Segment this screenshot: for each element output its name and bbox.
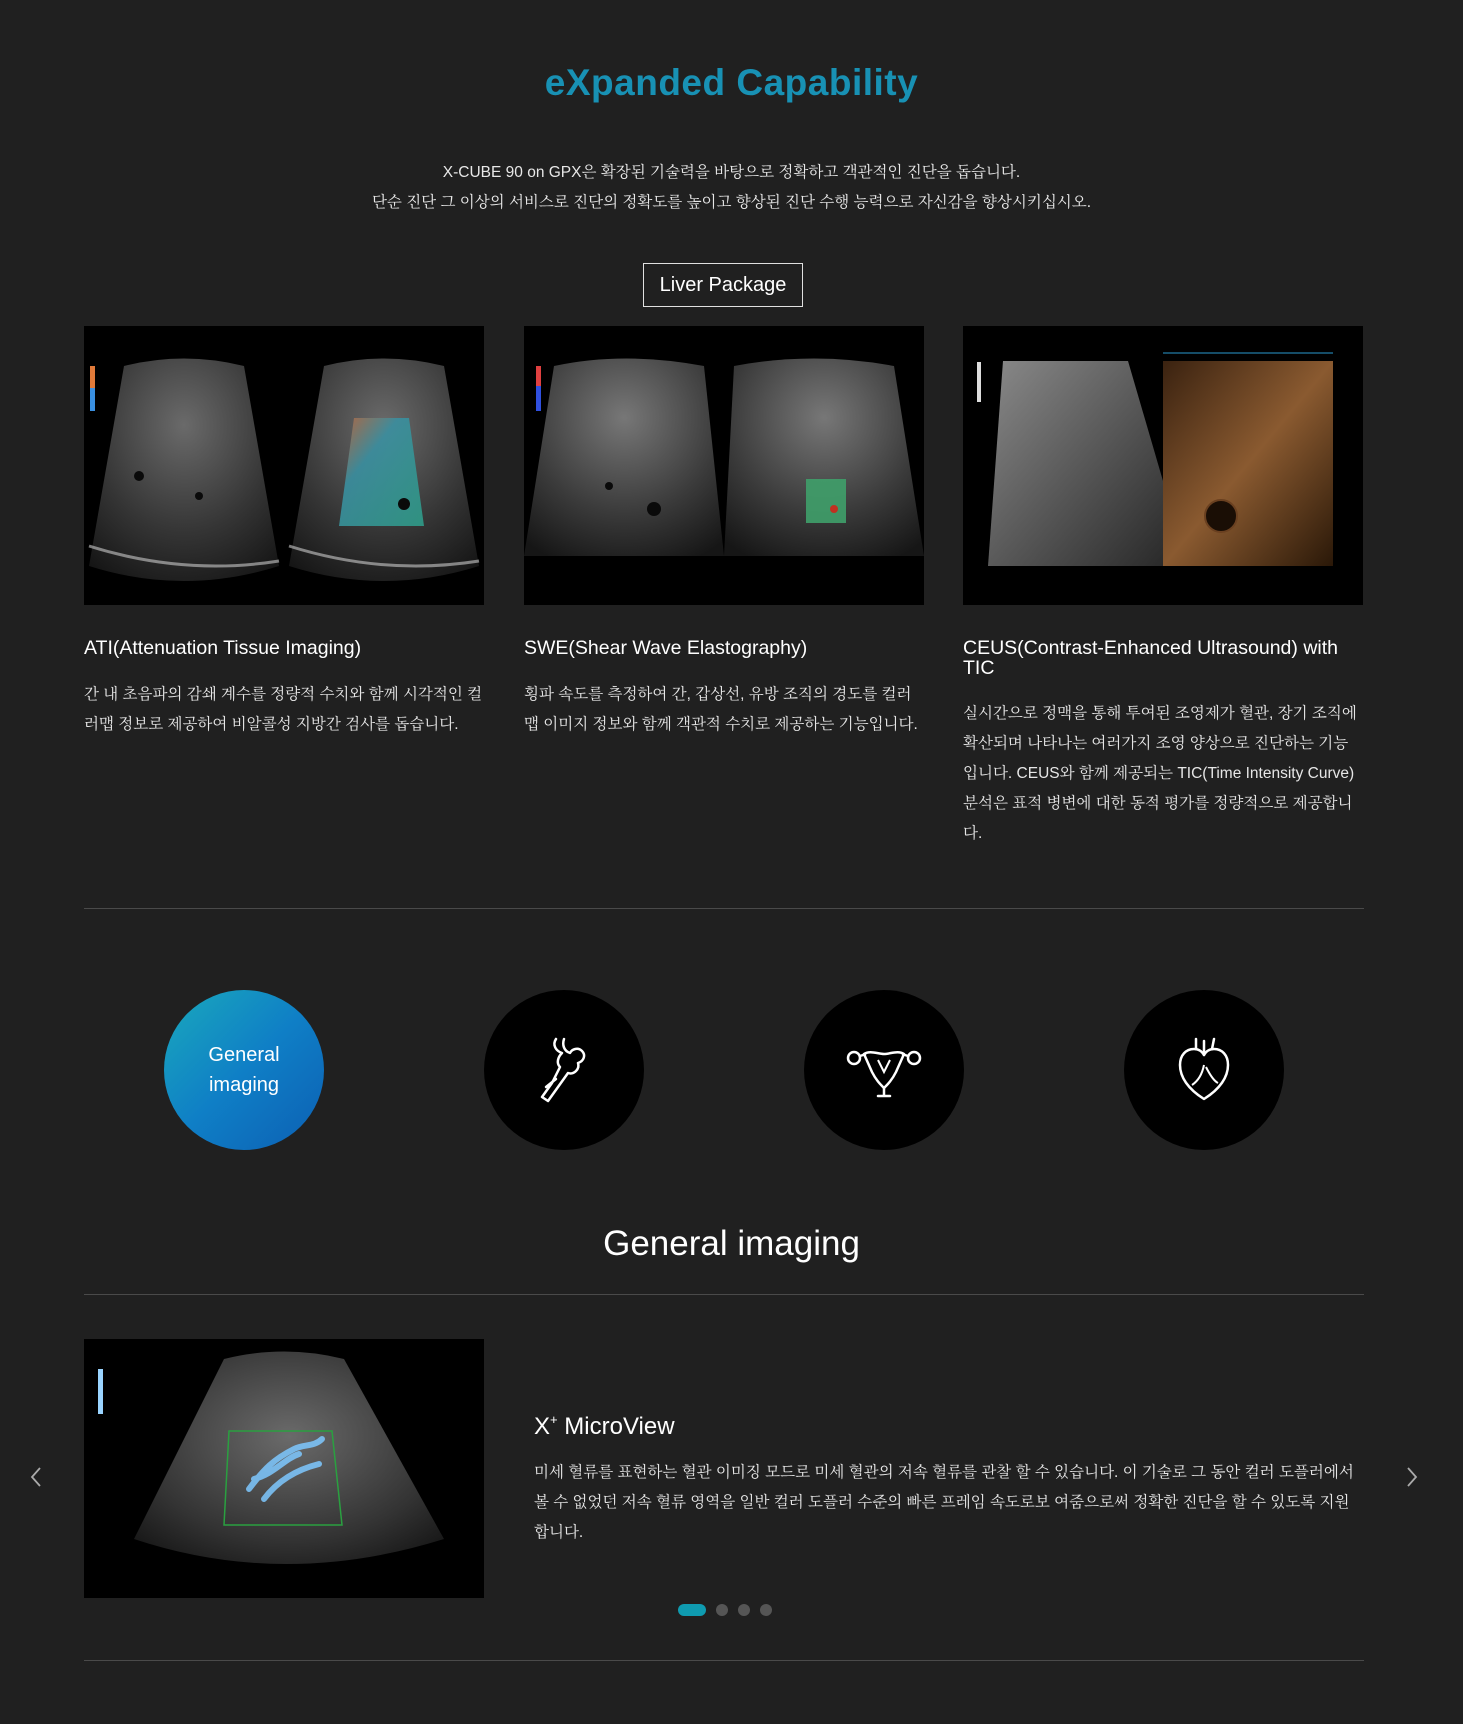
intro-line-1: X-CUBE 90 on GPX은 확장된 기술력을 바탕으로 정확하고 객관적인 진단을 돕습니다. [442, 164, 1021, 181]
divider [84, 1294, 1364, 1295]
card-desc-ceus: 실시간으로 정맥을 통해 투여된 조영제가 혈관, 장기 조직에 확산되며 나타나는 여러가지 조영 양상으로 진단하는 기능입니다. CEUS와 함께 제공되는 TIC(Time Intensity Curve)분석은 표적 병변에 대한 동적 평가를 정량적으로 제공합니다. [963, 705, 1357, 842]
microview-ultrasound-image [84, 1339, 484, 1598]
carousel-dot-2[interactable] [716, 1604, 728, 1616]
uterus-icon [844, 1040, 924, 1100]
card-title-ceus: CEUS(Contrast-Enhanced Ultrasound) with TIC [963, 637, 1338, 679]
card-title-ati: ATI(Attenuation Tissue Imaging) [84, 637, 362, 659]
category-msk[interactable] [484, 990, 644, 1150]
carousel-dot-4[interactable] [760, 1604, 772, 1616]
category-label: General imaging [208, 1044, 280, 1096]
feature-title-sup: + [550, 1412, 558, 1427]
section-title-general-imaging: General imaging [603, 1224, 860, 1263]
carousel-dot-3[interactable] [738, 1604, 750, 1616]
card-title-swe: SWE(Shear Wave Elastography) [524, 637, 808, 659]
feature-title [534, 1412, 675, 1441]
category-obstetrics[interactable] [804, 990, 964, 1150]
category-general-imaging[interactable] [164, 990, 324, 1150]
category-cardiac[interactable] [1124, 990, 1284, 1150]
carousel-prev-button[interactable] [24, 1462, 48, 1492]
carousel-next-button[interactable] [1400, 1462, 1424, 1492]
carousel-pagination [678, 1604, 772, 1616]
swe-ultrasound-image [524, 326, 924, 605]
carousel-dot-1[interactable] [678, 1604, 706, 1616]
divider [84, 1660, 1364, 1661]
divider [84, 908, 1364, 909]
chevron-left-icon [29, 1466, 43, 1488]
joint-icon [534, 1035, 594, 1105]
feature-title-main: X [534, 1413, 551, 1440]
chevron-right-icon [1405, 1466, 1419, 1488]
heart-icon [1174, 1035, 1234, 1105]
intro-line-2: 단순 진단 그 이상의 서비스로 진단의 정확도를 높이고 향상된 진단 수행 능력으로 자신감을 향상시키십시오. [371, 194, 1092, 211]
feature-title-rest: MicroView [557, 1413, 675, 1440]
ceus-ultrasound-image [963, 326, 1363, 605]
section-heading: eXpanded Capability [544, 62, 919, 103]
card-desc-ati: 간 내 초음파의 감쇄 계수를 정량적 수치와 함께 시각적인 컬러맵 정보로 제공하여 비알콜성 지방간 검사를 돕습니다. [84, 686, 483, 733]
liver-package-button[interactable]: Liver Package [643, 263, 803, 307]
feature-description: 미세 혈류를 표현하는 혈관 이미징 모드로 미세 혈관의 저속 혈류를 관찰 할 수 있습니다. 이 기술로 그 동안 컬러 도플러에서 볼 수 없었던 저속 혈류 영역을 일반 컬러 도플러 수준의 빠른 프레임 속도로보 여줌으로써 정확한 진단을 할 수 있도록 지원합니다. [534, 1464, 1354, 1541]
intro-text [0, 158, 1463, 218]
ati-ultrasound-image [84, 326, 484, 605]
card-desc-swe: 횡파 속도를 측정하여 간, 갑상선, 유방 조직의 경도를 컬러맵 이미지 정보와 함께 객관적 수치로 제공하는 기능입니다. [524, 686, 918, 733]
